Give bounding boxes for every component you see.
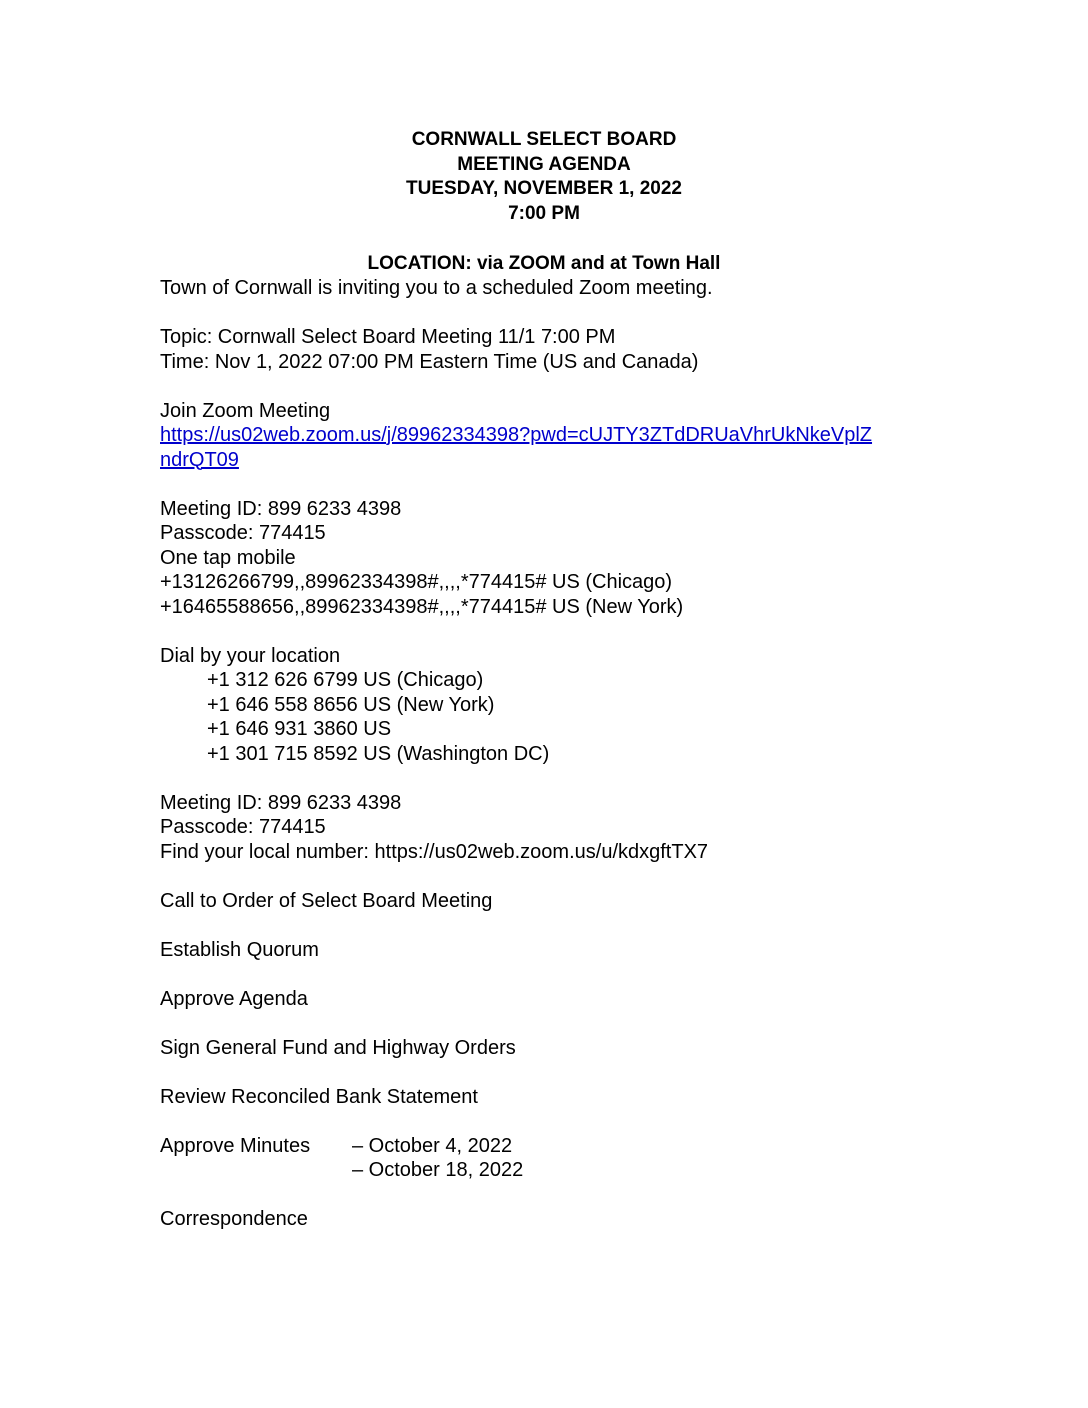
agenda-item: Review Reconciled Bank Statement	[160, 1085, 478, 1108]
board-title: CORNWALL SELECT BOARD	[411, 129, 677, 150]
invite-intro: Town of Cornwall is inviting you to a scheduled Zoom meeting.	[160, 277, 713, 299]
document-body	[160, 276, 940, 1232]
dial-number: +1 646 931 3860 US	[207, 718, 392, 740]
one-tap-number: +13126266799,,89962334398#,,,,*774415# US (Chicago)	[160, 571, 673, 593]
dial-label: Dial by your location	[160, 644, 341, 667]
invite-topic: Topic: Cornwall Select Board Meeting 11/1 7:00 PM	[160, 326, 616, 348]
passcode: Passcode: 774415	[160, 522, 326, 544]
agenda-header	[0, 128, 1088, 226]
agenda-item: Sign General Fund and Highway Orders	[160, 1036, 516, 1059]
passcode-repeat: Passcode: 774415	[160, 816, 326, 838]
agenda-title: MEETING AGENDA	[457, 153, 631, 175]
agenda-item: Call to Order of Select Board Meeting	[160, 889, 493, 912]
invite-time: Time: Nov 1, 2022 07:00 PM Eastern Time (US and Canada)	[160, 350, 699, 373]
join-label: Join Zoom Meeting	[160, 399, 331, 422]
dial-number: +1 646 558 8656 US (New York)	[207, 693, 495, 716]
one-tap-number: +16465588656,,89962334398#,,,,*774415# US (New York)	[160, 595, 684, 618]
dial-number: +1 301 715 8592 US (Washington DC)	[207, 742, 550, 765]
one-tap-label: One tap mobile	[160, 546, 296, 569]
minutes-date: – October 4, 2022	[352, 1134, 513, 1157]
join-zoom-link-part1[interactable]: https://us02web.zoom.us/j/89962334398?pwd=cUJTY3ZTdDRUaVhrUkNkeVplZ	[160, 424, 873, 446]
agenda-item: Approve Agenda	[160, 987, 308, 1010]
agenda-item: Establish Quorum	[160, 938, 319, 961]
meeting-id: Meeting ID: 899 6233 4398	[160, 497, 402, 520]
minutes-label: Approve Minutes	[160, 1134, 311, 1157]
find-local-number: Find your local number: https://us02web.zoom.us/u/kdxgftTX7	[160, 840, 709, 863]
minutes-dates	[352, 1134, 523, 1183]
meeting-location: LOCATION: via ZOOM and at Town Hall	[367, 253, 721, 274]
agenda-item-correspondence: Correspondence	[160, 1208, 308, 1230]
meeting-time: 7:00 PM	[508, 202, 580, 224]
meeting-date: TUESDAY, NOVEMBER 1, 2022	[406, 178, 682, 199]
join-zoom-link-part2[interactable]: ndrQT09	[160, 448, 239, 471]
approve-minutes-item	[160, 1134, 940, 1183]
dial-number: +1 312 626 6799 US (Chicago)	[207, 669, 484, 691]
meeting-id-repeat: Meeting ID: 899 6233 4398	[160, 791, 402, 814]
minutes-date: – October 18, 2022	[352, 1159, 524, 1181]
